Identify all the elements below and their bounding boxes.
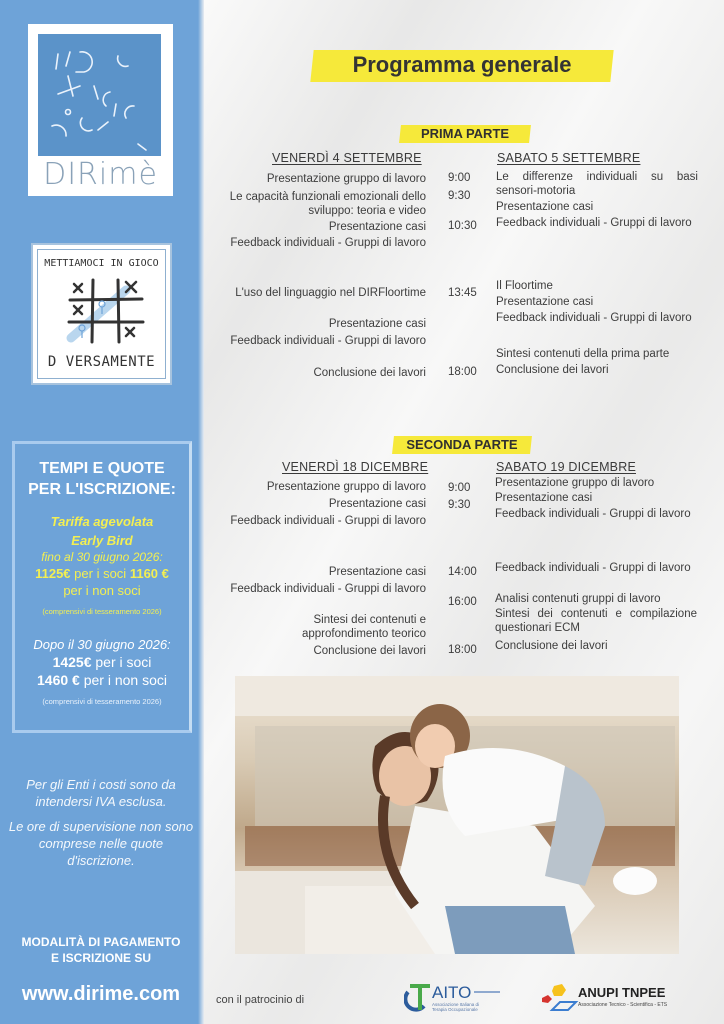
- schedule-item: Feedback individuali - Gruppi di lavoro: [496, 312, 692, 324]
- sidebar: [0, 0, 202, 1024]
- vat-note: Per gli Enti i costi sono da intendersi IVA esclusa.: [26, 777, 176, 809]
- aito-logo: [404, 978, 504, 1014]
- schedule-item: Le capacità funzionali emozionali dello sviluppo: teoria e video: [229, 191, 426, 217]
- dirime-wordmark: DIRimè: [43, 157, 158, 192]
- after-price-non-soci: 1460 €: [37, 672, 80, 688]
- schedule-item: Feedback individuali - Gruppi di lavoro: [230, 583, 426, 595]
- schedule-item: Feedback individuali - Gruppi di lavoro: [495, 562, 691, 574]
- part2-day2-heading: SABATO 19 DICEMBRE: [496, 460, 636, 474]
- schedule-item: Presentazione gruppo di lavoro: [266, 481, 426, 493]
- schedule-item: Sintesi dei contenuti e compilazione questionari ECM: [495, 608, 697, 634]
- time-slot: 14:00: [448, 566, 477, 578]
- early-note: (comprensivi di tesseramento 2026): [42, 607, 162, 616]
- dirime-logo: [28, 24, 173, 196]
- schedule-item: Conclusione dei lavori: [496, 364, 609, 376]
- fees-notes: [8, 776, 194, 869]
- schedule-item: L'uso del linguaggio nel DIRFloortime: [235, 287, 426, 299]
- after-note: (comprensivi di tesseramento 2026): [42, 697, 162, 706]
- part1-day1-items: [224, 172, 426, 382]
- anupi-tnpee-logo: [540, 980, 700, 1014]
- early-bird-deadline: fino al 30 giugno 2026:: [41, 550, 163, 564]
- time-slot: 9:30: [448, 499, 471, 511]
- fees-box: [12, 441, 192, 733]
- part1-day1-times: [448, 172, 488, 382]
- part2-day1-heading: VENERDÌ 18 DICEMBRE: [282, 460, 429, 474]
- tic-tac-toe-icon: [66, 276, 146, 348]
- svg-text:Associazione Italiana di: Associazione Italiana di: [432, 1002, 480, 1007]
- part1-title: PRIMA PARTE: [420, 126, 510, 141]
- schedule-item: Conclusione dei lavori: [495, 640, 608, 652]
- schedule-item: Feedback individuali - Gruppi di lavoro: [230, 237, 426, 249]
- schedule-item: Presentazione casi: [328, 566, 426, 578]
- gioco-logo-bottom-text: D VERSAMENTE: [47, 354, 156, 370]
- part1-day1-heading: VENERDÌ 4 SETTEMBRE: [272, 151, 422, 165]
- after-prices: 1425€ per i soci 1460 € per i non soci: [37, 654, 167, 688]
- time-slot: 13:45: [448, 287, 477, 299]
- part1-title-block: [400, 124, 530, 144]
- main-title-block: [312, 48, 612, 86]
- time-slot: 9:30: [448, 190, 471, 202]
- mettiamoci-in-gioco-logo: [31, 243, 172, 385]
- early-price-soci: 1125€: [35, 566, 71, 581]
- schedule-item: Presentazione casi: [496, 296, 594, 308]
- time-slot: 18:00: [448, 644, 477, 656]
- part2-title: SECONDA PARTE: [406, 437, 518, 452]
- time-slot: 16:00: [448, 596, 477, 608]
- schedule-item: Feedback individuali - Gruppi di lavoro: [495, 508, 691, 520]
- supervision-note: Le ore di supervisione non sono comprese nelle quote d'iscrizione.: [8, 819, 194, 868]
- page-title: Programma generale: [352, 52, 572, 77]
- time-slot: 18:00: [448, 366, 477, 378]
- svg-text:Terapia Occupazionale: Terapia Occupazionale: [432, 1007, 478, 1012]
- schedule-item: Presentazione casi: [496, 201, 594, 213]
- schedule-item: Presentazione casi: [328, 318, 426, 330]
- payment-title: MODALITÀ DI PAGAMENTO E ISCRIZIONE SU: [21, 935, 181, 965]
- schedule-item: Analisi contenuti gruppi di lavoro: [495, 593, 661, 605]
- part2-day2-items: [495, 476, 697, 656]
- schedule-item: Le differenze individuali su basi sensori-motoria: [496, 171, 698, 197]
- after-deadline-label: Dopo il 30 giugno 2026:: [33, 637, 171, 652]
- early-bird-label: Tariffa agevolata Early Bird: [50, 514, 154, 548]
- schedule-item: Il Floortime: [496, 280, 553, 292]
- gioco-logo-top-text: METTIAMOCI IN GIOCO: [44, 258, 159, 269]
- early-price-non-soci: 1160 €: [129, 566, 169, 581]
- schedule-item: Feedback individuali - Gruppi di lavoro: [496, 217, 692, 229]
- schedule-item: Presentazione gruppo di lavoro: [495, 477, 655, 489]
- schedule-item: Sintesi dei contenuti e approfondimento teorico: [301, 614, 426, 640]
- website-link[interactable]: www.dirime.com: [21, 983, 181, 1005]
- schedule-item: Feedback individuali - Gruppi di lavoro: [230, 515, 426, 527]
- part2-title-block: [393, 435, 531, 455]
- time-slot: 10:30: [448, 220, 477, 232]
- schedule-item: Conclusione dei lavori: [313, 367, 426, 379]
- aito-name: AITO: [432, 983, 472, 1002]
- part2-day1-items: [224, 480, 426, 660]
- part2-day1-times: [448, 482, 488, 662]
- svg-text:Associazione Tecnico - Scienti: Associazione Tecnico - Scientifica - ETS: [578, 1002, 668, 1008]
- schedule-item: Presentazione casi: [495, 492, 593, 504]
- part1-day2-items: [496, 170, 698, 380]
- patronage-label: con il patrocinio di: [216, 994, 305, 1006]
- schedule-item: Presentazione casi: [328, 221, 426, 233]
- part1-day2-heading: SABATO 5 SETTEMBRE: [497, 151, 641, 165]
- schedule-item: Presentazione gruppo di lavoro: [266, 173, 426, 185]
- schedule-item: Feedback individuali - Gruppi di lavoro: [230, 335, 426, 347]
- schedule-item: Presentazione casi: [328, 498, 426, 510]
- early-bird-prices: 1125€ per i soci 1160 € per i non soci: [35, 566, 169, 598]
- family-photo: [235, 676, 679, 954]
- svg-text:ANUPI TNPEE: ANUPI TNPEE: [578, 985, 666, 1000]
- schedule-item: Sintesi contenuti della prima parte: [496, 348, 670, 360]
- dirime-logo-pattern: [38, 34, 161, 156]
- after-price-soci: 1425€: [52, 654, 92, 670]
- time-slot: 9:00: [448, 172, 471, 184]
- torn-edge: [198, 0, 204, 1024]
- schedule-item: Conclusione dei lavori: [313, 645, 426, 657]
- fees-title: TEMPI E QUOTE PER L'ISCRIZIONE:: [28, 460, 176, 498]
- time-slot: 9:00: [448, 482, 471, 494]
